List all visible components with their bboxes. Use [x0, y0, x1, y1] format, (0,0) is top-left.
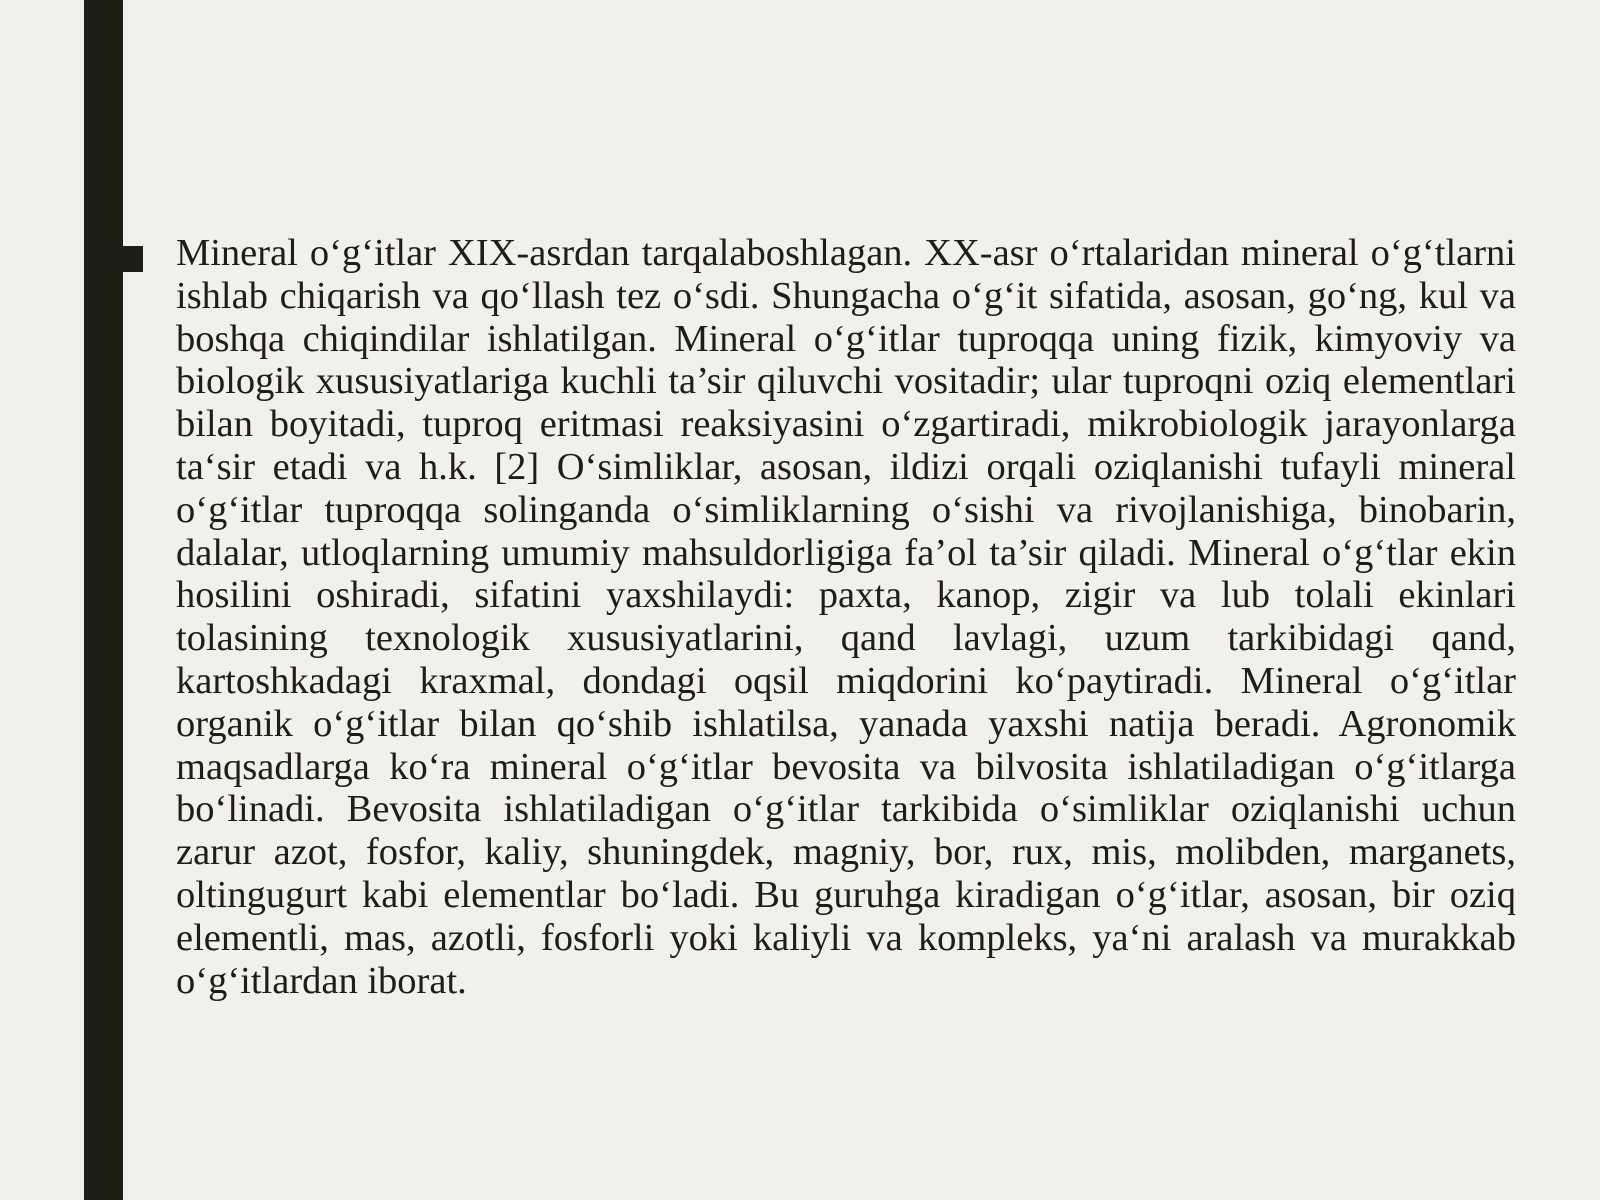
square-bullet-icon	[120, 246, 143, 272]
body-paragraph: Mineral o‘g‘itlar XIX-asrdan tarqalaboshlagan. XX-asr o‘rtalaridan mineral o‘g‘tlarni ishlab chiqarish va qo‘llash tez o‘sdi. Shungacha o‘g‘it sifatida, asosan, go‘ng, kul va boshqa chiqindilar ishlatilgan. Mineral o‘g‘itlar tuproqqa uning fizik, kimyoviy va biologik xususiyatlariga kuchli ta’sir qiluvchi vositadir; ular tuproqni oziq elementlari bilan boyitadi, tuproq eritmasi reaksiyasini o‘zgartiradi, mikrobiologik jarayonlarga ta‘sir etadi va h.k. [2] O‘simliklar, asosan, ildizi orqali oziqlanishi tufayli mineral o‘g‘itlar tuproqqa solinganda o‘simliklarning o‘sishi va rivojlanishiga, binobarin, dalalar, utloqlarning umumiy mahsuldorligiga fa’ol ta’sir qiladi. Mineral o‘g‘tlar ekin hosilini oshiradi, sifatini yaxshilaydi: paxta, kanop, zigir va lub tolali ekinlari tolasining texnologik xususiyatlarini, qand lavlagi, uzum tarkibidagi qand, kartoshkadagi kraxmal, dondagi oqsil miqdorini ko‘paytiradi. Mineral o‘g‘itlar organik o‘g‘itlar bilan qo‘shib ishlatilsa, yanada yaxshi natija beradi. Agronomik maqsadlarga ko‘ra mineral o‘g‘itlar bevosita va bilvosita ishlatiladigan o‘g‘itlarga bo‘linadi. Bevosita ishlatiladigan o‘g‘itlar tarkibida o‘simliklar oziqlanishi uchun zarur azot, fosfor, kaliy, shuningdek, magniy, bor, rux, mis, molibden, marganets, oltingugurt kabi elementlar bo‘ladi. Bu guruhga kiradigan o‘g‘itlar, asosan, bir oziq elementli, mas, azotli, fosforli yoki kaliyli va kompleks, ya‘ni aralash va murakkab o‘g‘itlardan iborat.	[176, 232, 1516, 1002]
accent-bar	[84, 0, 123, 1200]
